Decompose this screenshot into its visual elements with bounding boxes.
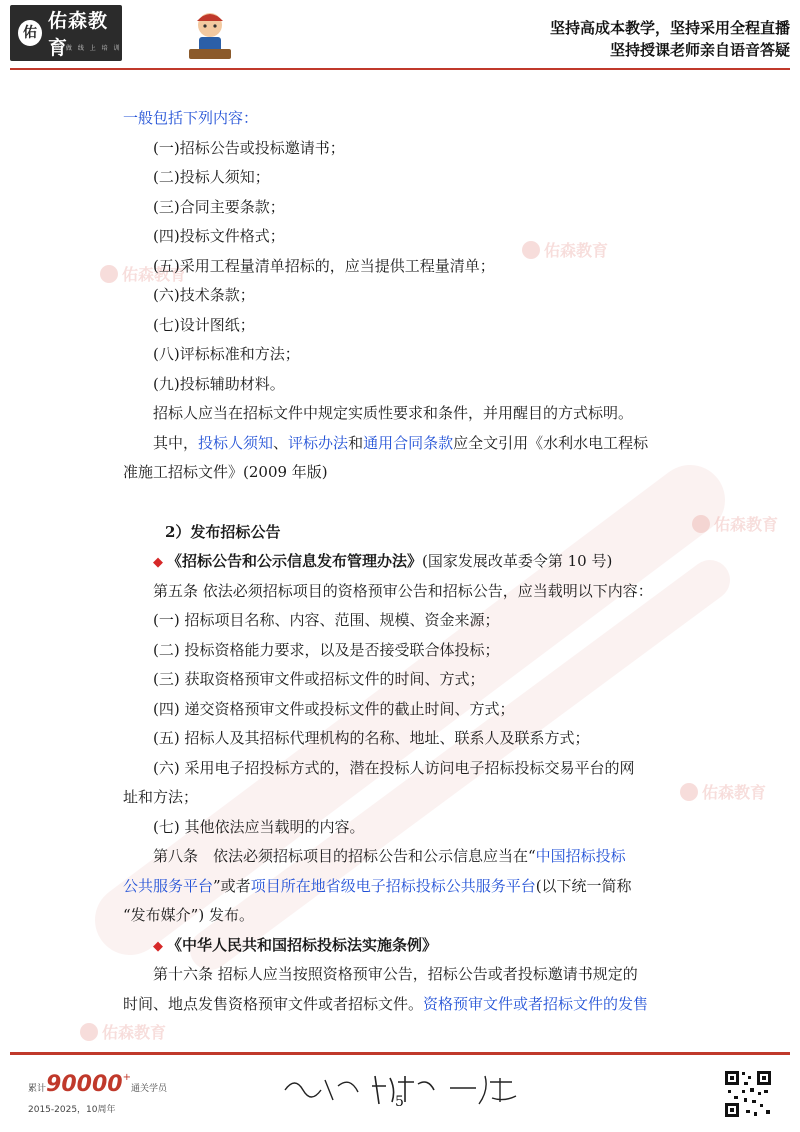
slogan-line-1: 坚持高成本教学，坚持采用全程直播 (549, 19, 790, 37)
law-name: 《招标公告和公示信息发布管理办法》 (167, 552, 423, 570)
list-item: (二)投标人须知； (153, 168, 270, 186)
article-item: (六) 采用电子招投标方式的，潜在投标人访问电子招标投标交易平台的网 (153, 758, 635, 777)
watermark-text: 佑森教育 (544, 241, 609, 260)
brand-logo (10, 5, 122, 61)
list-item: (一)招标公告或投标邀请书； (153, 138, 345, 157)
stat-prefix: 累计 (28, 1084, 47, 1094)
article-item-cont: 址和方法； (123, 788, 199, 806)
highlight-evaluation-method: 评标办法 (288, 433, 349, 452)
intro-text: 一般包括下列内容： (123, 109, 259, 127)
article-item: (二) 投标资格能力要求，以及是否接受联合体投标； (153, 640, 500, 659)
page-header (10, 5, 790, 65)
watermark-text: 佑森教育 (102, 1023, 167, 1042)
logo-emblem-icon: 佑 (18, 20, 42, 46)
header-slogan (550, 17, 790, 61)
watermark (80, 1020, 166, 1043)
watermark-text: 佑森教育 (702, 783, 767, 802)
watermark (692, 512, 778, 535)
watermark-logo-icon (100, 265, 118, 283)
law-note: (国家发展改革委令第 10 号) (422, 552, 613, 570)
citation-part: 、 (273, 433, 289, 452)
page-number: 5 (395, 1094, 404, 1110)
slogan-line-2: 坚持授课老师亲自语音答疑 (609, 41, 790, 59)
watermark-logo-icon (80, 1023, 98, 1041)
article-part: ”或者 (213, 876, 251, 895)
watermark-text: 佑森教育 (714, 515, 779, 534)
highlight-bidder-instructions: 投标人须知 (198, 433, 274, 452)
law-name: 《中华人民共和国招标投标法实施条例》 (167, 935, 438, 954)
article-item: (四) 递交资格预审文件或投标文件的截止时间、方式； (153, 699, 515, 718)
citation-text (123, 429, 693, 459)
watermark-text: 佑森教育 (122, 265, 187, 284)
article-part: (以下统一简称 (535, 876, 632, 895)
article-16-cont (123, 990, 693, 1020)
highlight-national-platform: 中国招标投标 (535, 847, 626, 865)
law-title-2 (123, 931, 693, 961)
article-item: (五) 招标人及其招标代理机构的名称、地址、联系人及联系方式； (153, 729, 590, 747)
article-part: 时间、地点发售资格预审文件或者招标文件。 (123, 994, 424, 1013)
document-body (123, 104, 693, 1019)
footer-divider (10, 1052, 790, 1055)
article-8-cont (123, 872, 693, 902)
list-item: (三)合同主要条款； (153, 197, 285, 216)
highlight-provincial-platform: 项目所在地省级电子招标投标公共服务平台 (250, 876, 536, 895)
requirement-text: 招标人应当在招标文件中规定实质性要求和条件，并用醒目的方式标明。 (153, 404, 634, 422)
list-item: (七)设计图纸； (153, 315, 255, 334)
stat-plus: + (122, 1072, 131, 1083)
article-item: (三) 获取资格预审文件或招标文件的时间、方式； (153, 670, 485, 688)
law-title-1 (123, 547, 693, 577)
citation-part: 和 (348, 433, 364, 452)
citation-text-cont: 准施工招标文件》(2009 年版) (123, 463, 328, 481)
article-part: 第八条 依法必须招标项目的招标公告和公示信息应当在“ (153, 847, 536, 865)
header-divider (10, 68, 790, 70)
article-item: (一) 招标项目名称、内容、范围、规模、资金来源； (153, 611, 500, 629)
mascot-icon (185, 9, 235, 63)
article-item: (七) 其他依法应当载明的内容。 (153, 817, 365, 836)
anniversary-text: 2015-2025，10周年 (28, 1105, 116, 1115)
spacer (123, 488, 693, 518)
qr-code-icon (724, 1070, 772, 1118)
highlight-sale-of-documents: 资格预审文件或者招标文件的发售 (423, 994, 649, 1013)
article-8 (123, 842, 693, 872)
watermark-logo-icon (692, 515, 710, 533)
stat-number: 90000 (46, 1072, 123, 1097)
article-5: 第五条 依法必须招标项目的资格预审公告和招标公告，应当载明以下内容： (153, 581, 653, 600)
list-item: (九)投标辅助材料。 (153, 374, 285, 393)
diamond-bullet-icon: ◆ (153, 555, 163, 570)
logo-text: 佑森教育 (48, 10, 109, 59)
stat-suffix: 通关学员 (130, 1084, 167, 1094)
article-8-cont: “发布媒介”) 发布。 (123, 906, 254, 924)
handwritten-signature-icon (280, 1068, 530, 1108)
citation-part: 应全文引用《水利水电工程标 (453, 433, 649, 452)
article-16: 第十六条 招标人应当按照资格预审公告，招标公告或者投标邀请书规定的 (153, 965, 638, 983)
list-item: (六)技术条款； (153, 286, 255, 304)
list-item: (八)评标标准和方法； (153, 345, 300, 363)
highlight-general-contract-terms: 通用合同条款 (363, 433, 454, 452)
list-item: (四)投标文件格式； (153, 227, 285, 245)
highlight-national-platform-cont: 公共服务平台 (123, 876, 214, 895)
list-item: (五)采用工程量清单招标的，应当提供工程量清单； (153, 256, 495, 275)
logo-subtitle: 只 做 线 上 培 训 (54, 45, 122, 52)
section-heading: 2）发布招标公告 (165, 522, 281, 541)
student-stat (28, 1072, 167, 1097)
citation-part: 其中， (153, 433, 199, 452)
diamond-bullet-icon: ◆ (153, 938, 163, 954)
